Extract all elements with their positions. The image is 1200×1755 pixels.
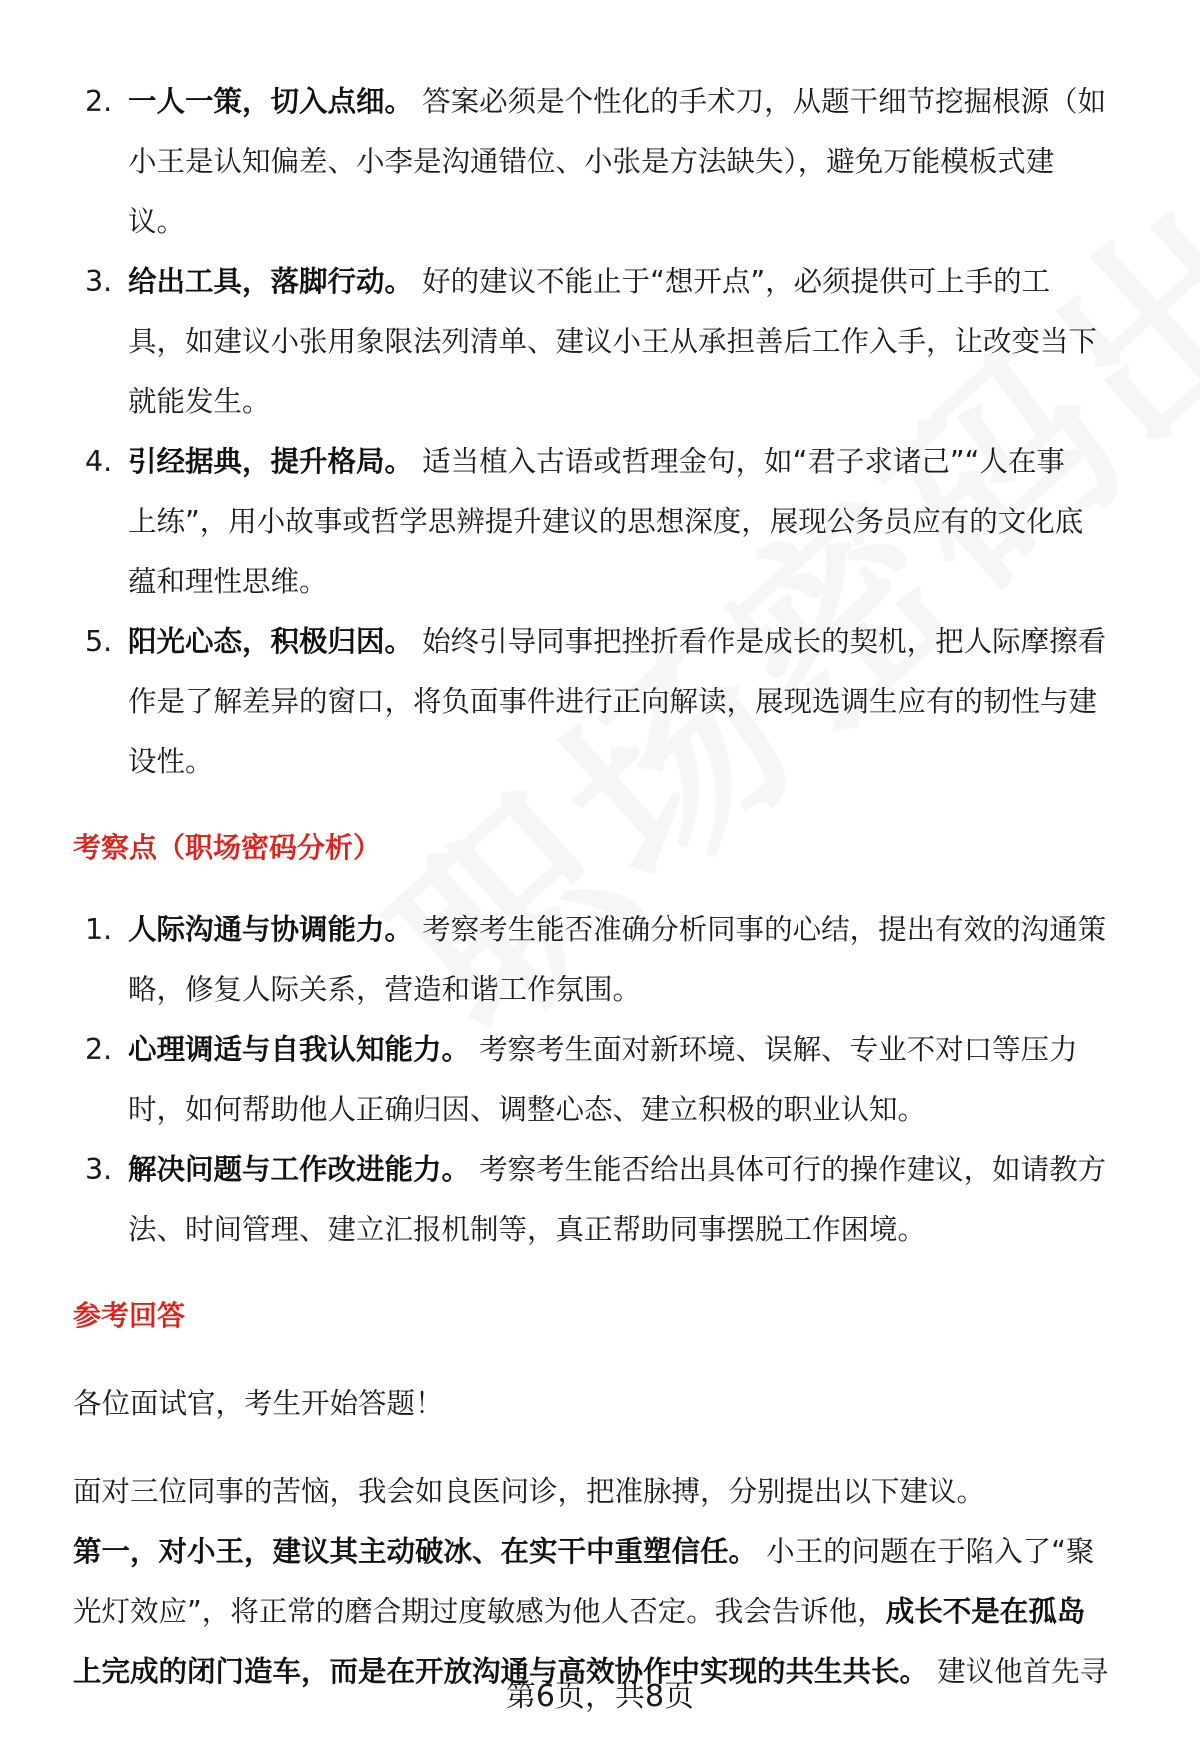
bold-lead: 阳光心态，积极归因。 — [128, 625, 414, 658]
list-item-line — [128, 960, 1153, 1020]
bold-lead: 给出工具，落脚行动。 — [128, 265, 414, 298]
list-item-line — [128, 612, 1153, 672]
list-item — [73, 1020, 1153, 1140]
section-heading-exam-points: 考察点（职场密码分析） — [73, 831, 382, 864]
body-text: 作是了解差异的窗口，将负面事件进行正向解读，展现选调生应有的韧性与建 — [128, 685, 1098, 718]
list-item-line — [128, 252, 1153, 312]
list-item-line — [128, 900, 1153, 960]
body-text: 上练”，用小故事或哲学思辨提升建议的思想深度，展现公务员应有的文化底 — [128, 505, 1084, 538]
bold-lead: 人际沟通与协调能力。 — [128, 913, 414, 946]
body-text: 设性。 — [128, 745, 214, 778]
body-text: 蕴和理性思维。 — [128, 565, 328, 598]
body-text: 略，修复人际关系，营造和谐工作氛围。 — [128, 973, 642, 1006]
list-number: 2. — [85, 85, 113, 118]
list-number: 3. — [85, 1153, 113, 1186]
bold-lead: 一人一策，切入点细。 — [128, 85, 414, 118]
list-item-line — [128, 432, 1153, 492]
paragraph-line — [73, 1582, 1153, 1642]
list-item-line — [128, 372, 1153, 432]
body-text: 建议他首先寻 — [928, 1655, 1109, 1688]
body-text: 小王的问题在于陷入了“聚 — [757, 1535, 1095, 1568]
bold-lead: 引经据典，提升格局。 — [128, 445, 414, 478]
list-item-line — [128, 312, 1153, 372]
bold-text: 成长不是在孤岛 — [885, 1595, 1086, 1628]
tips-list — [73, 72, 1153, 792]
list-item-line — [128, 732, 1153, 792]
list-item-line — [128, 1200, 1153, 1260]
body-text: 好的建议不能止于“想开点”，必须提供可上手的工 — [413, 265, 1051, 298]
paragraph-line — [73, 1522, 1153, 1582]
list-item-line — [128, 1020, 1153, 1080]
list-item-line — [128, 492, 1153, 552]
body-text: 考察考生能否给出具体可行的操作建议，如请教方 — [470, 1153, 1107, 1186]
list-item — [73, 432, 1153, 612]
list-item-line — [128, 72, 1153, 132]
body-text: 法、时间管理、建立汇报机制等，真正帮助同事摆脱工作困境。 — [128, 1213, 927, 1246]
bold-lead: 解决问题与工作改进能力。 — [128, 1153, 471, 1186]
list-number: 4. — [85, 445, 113, 478]
page-footer: 第6页，共8页 — [505, 1679, 695, 1714]
bold-text: 上完成的闭门造车，而是在开放沟通与高效协作中实现的共生共长。 — [73, 1655, 929, 1688]
bold-text: 第一，对小王，建议其主动破冰、在实干中重塑信任。 — [73, 1535, 758, 1568]
paragraph-opening: 各位面试官，考生开始答题！ — [73, 1387, 444, 1420]
list-number: 3. — [85, 265, 113, 298]
body-text: 考察考生面对新环境、误解、专业不对口等压力 — [470, 1033, 1078, 1066]
list-item-line — [128, 192, 1153, 252]
list-item — [73, 612, 1153, 792]
list-number: 5. — [85, 625, 113, 658]
list-item-line — [128, 132, 1153, 192]
section-heading-reference-answer: 参考回答 — [73, 1299, 186, 1332]
list-number: 2. — [85, 1033, 113, 1066]
body-text: 适当植入古语或哲理金句，如“君子求诸己”“人在事 — [413, 445, 1065, 478]
body-text: 具，如建议小张用象限法列清单、建议小王从承担善后工作入手，让改变当下 — [128, 325, 1098, 358]
list-number: 1. — [85, 913, 113, 946]
body-text: 小王是认知偏差、小李是沟通错位、小张是方法缺失），避免万能模板式建 — [128, 145, 1055, 178]
body-text: 议。 — [128, 205, 186, 238]
bold-lead: 心理调适与自我认知能力。 — [128, 1033, 471, 1066]
list-item-line — [128, 1140, 1153, 1200]
body-text: 就能发生。 — [128, 385, 271, 418]
page-content — [73, 72, 1153, 1702]
list-item-line — [128, 672, 1153, 732]
body-text: 始终引导同事把挫折看作是成长的契机，把人际摩擦看 — [413, 625, 1107, 658]
body-text: 答案必须是个性化的手术刀，从题干细节挖掘根源（如 — [413, 85, 1107, 118]
list-item — [73, 1140, 1153, 1260]
body-text: 光灯效应”，将正常的磨合期过度敏感为他人否定。我会告诉他， — [73, 1595, 886, 1628]
list-item — [73, 900, 1153, 1020]
list-item — [73, 252, 1153, 432]
exam-points-list — [73, 900, 1153, 1260]
paragraph-intro: 面对三位同事的苦恼，我会如良医问诊，把准脉搏，分别提出以下建议。 — [73, 1475, 986, 1508]
body-text: 时，如何帮助他人正确归因、调整心态、建立积极的职业认知。 — [128, 1093, 927, 1126]
list-item-line — [128, 1080, 1153, 1140]
list-item-line — [128, 552, 1153, 612]
list-item — [73, 72, 1153, 252]
body-text: 考察考生能否准确分析同事的心结，提出有效的沟通策 — [413, 913, 1107, 946]
